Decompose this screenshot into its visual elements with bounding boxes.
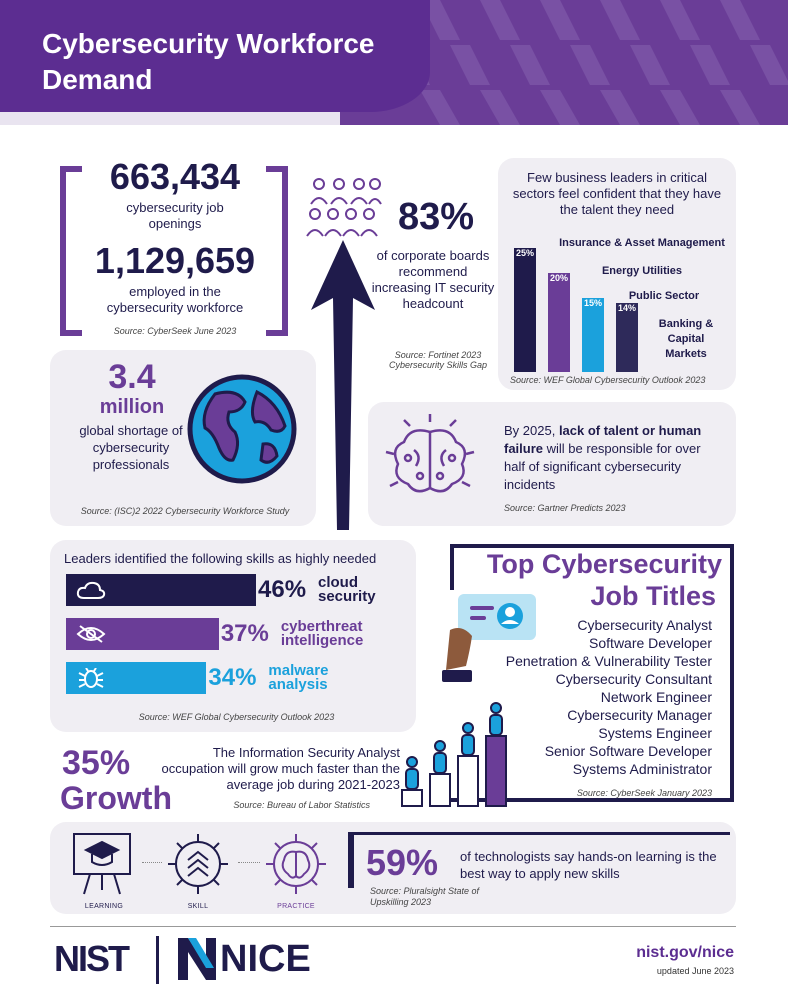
footer-divider (50, 926, 736, 927)
learning-value: 59% (366, 842, 439, 883)
job-title-item: Systems Administrator (572, 761, 712, 777)
eye-icon (76, 624, 106, 649)
gartner-text-prefix: By 2025, (504, 423, 559, 438)
skill-bar (66, 618, 219, 650)
conf-bar-value: 25% (515, 248, 534, 258)
skill-bar (66, 662, 206, 694)
learning-step-label: SKILL (187, 903, 209, 910)
confidence-bar-chart (510, 236, 730, 372)
job-title-item: Cybersecurity Analyst (577, 617, 712, 633)
graduation-board-icon (70, 830, 134, 898)
gear-brain-icon (262, 830, 330, 898)
globe-icon (185, 372, 300, 487)
skill-label: cloud security (318, 574, 376, 605)
skills-source: Source: WEF Global Cybersecurity Outlook 2023 (138, 712, 335, 722)
shortage-value: 3.4 (108, 358, 156, 396)
boards-value: 83% (398, 196, 475, 238)
step-connector-1 (142, 862, 162, 863)
learning-bracket-left (348, 832, 354, 888)
job-titles-source: Source: CyberSeek January 2023 (576, 788, 712, 798)
employed-label: employed in the cybersecurity workforce (106, 284, 244, 315)
gartner-source: Source: Gartner Predicts 2023 (504, 503, 626, 513)
step-connector-2 (238, 862, 260, 863)
conf-bar-value: 14% (617, 302, 636, 313)
shortage-unit: million (99, 396, 165, 418)
conf-bar (582, 298, 604, 372)
boards-label: of corporate boards recommend increasing IT security headcount (371, 248, 495, 311)
growth-text: The Information Security Analyst occupation will grow much faster than the average job during 2021-2023 (161, 745, 400, 792)
gartner-text-suffix: will be responsible for over half of significant cybersecurity incidents (504, 441, 701, 492)
nist-logo[interactable]: NIST (54, 938, 129, 979)
job-title-item: Network Engineer (600, 689, 712, 705)
conf-bar-label: Insurance & Asset Management (559, 237, 725, 249)
learning-bracket-top (348, 832, 730, 835)
brain-icon (380, 412, 480, 508)
people-group-icon (305, 174, 383, 246)
confidence-heading: Few business leaders in critical sectors feel confident that they have the talent they need (512, 170, 722, 217)
skill-percent: 46% (258, 576, 307, 603)
learning-source: Source: Pluralsight State of Upskilling 2023 (370, 886, 480, 907)
gartner-text-bold: lack of talent or human failure (504, 423, 702, 456)
job-titles-heading-2: Job Titles (590, 581, 716, 611)
conf-bar-label: Public Sector (628, 290, 700, 302)
job-openings-label: cybersecurity job openings (126, 200, 224, 231)
job-titles-frame-left (450, 544, 454, 590)
conf-bar-value: 15% (583, 297, 602, 308)
footer-updated: updated June 2023 (656, 966, 734, 976)
conf-bar-label: Energy Utilities (601, 265, 683, 277)
growth-value: 35% (62, 744, 131, 782)
skill-bar (66, 574, 256, 606)
job-title-item: Cybersecurity Consultant (555, 671, 712, 687)
nice-logo[interactable]: NICE (220, 938, 311, 980)
gear-skill-icon (164, 830, 232, 898)
conf-bar-label: Banking & Capital Markets (658, 318, 714, 360)
skills-list (66, 574, 406, 704)
job-title-item: Software Developer (589, 635, 712, 651)
job-openings-value: 663,434 (109, 156, 241, 197)
job-title-item: Penetration & Vulnerability Tester (505, 653, 712, 669)
page-title: Cybersecurity Workforce Demand (42, 28, 375, 95)
footer-url-link[interactable]: nist.gov/nice (636, 944, 734, 961)
openings-source: Source: CyberSeek June 2023 (113, 326, 237, 336)
conf-bar-value: 20% (549, 272, 568, 283)
boards-source: Source: Fortinet 2023 Cybersecurity Skills Gap (388, 350, 488, 370)
logo-divider (156, 936, 159, 984)
gartner-text (504, 422, 724, 494)
growth-label: Growth (60, 780, 172, 816)
shortage-label: global shortage of cybersecurity professionals (79, 423, 183, 472)
skill-percent: 34% (208, 664, 257, 691)
confidence-source: Source: WEF Global Cybersecurity Outlook 2023 (510, 375, 706, 385)
skills-heading: Leaders identified the following skills as highly needed (64, 551, 377, 566)
nice-logo-mark (178, 938, 216, 980)
employed-value: 1,129,659 (94, 240, 256, 281)
growth-source: Source: Bureau of Labor Statistics (233, 800, 370, 810)
bug-icon (76, 668, 106, 693)
conf-bar (616, 303, 638, 372)
conf-bar (514, 248, 536, 372)
skill-label: cyberthreat intelligence (280, 618, 364, 649)
skill-percent: 37% (220, 620, 269, 647)
header-banner (0, 0, 788, 125)
learning-step-label: PRACTICE (277, 903, 315, 910)
learning-text: of technologists say hands-on learning is the best way to apply new skills (460, 849, 717, 881)
job-title-item: Senior Software Developer (544, 743, 712, 759)
skill-label: malware analysis (268, 662, 329, 693)
conf-bar (548, 273, 570, 372)
job-title-item: Systems Engineer (598, 725, 712, 741)
shortage-source: Source: (ISC)2 2022 Cybersecurity Workforce Study (80, 506, 290, 516)
job-title-item: Cybersecurity Manager (567, 707, 712, 723)
job-titles-heading-1: Top Cybersecurity (486, 549, 722, 579)
rising-people-podium-icon (398, 700, 518, 810)
learning-step-label: LEARNING (84, 903, 124, 910)
cloud-icon (76, 580, 106, 605)
